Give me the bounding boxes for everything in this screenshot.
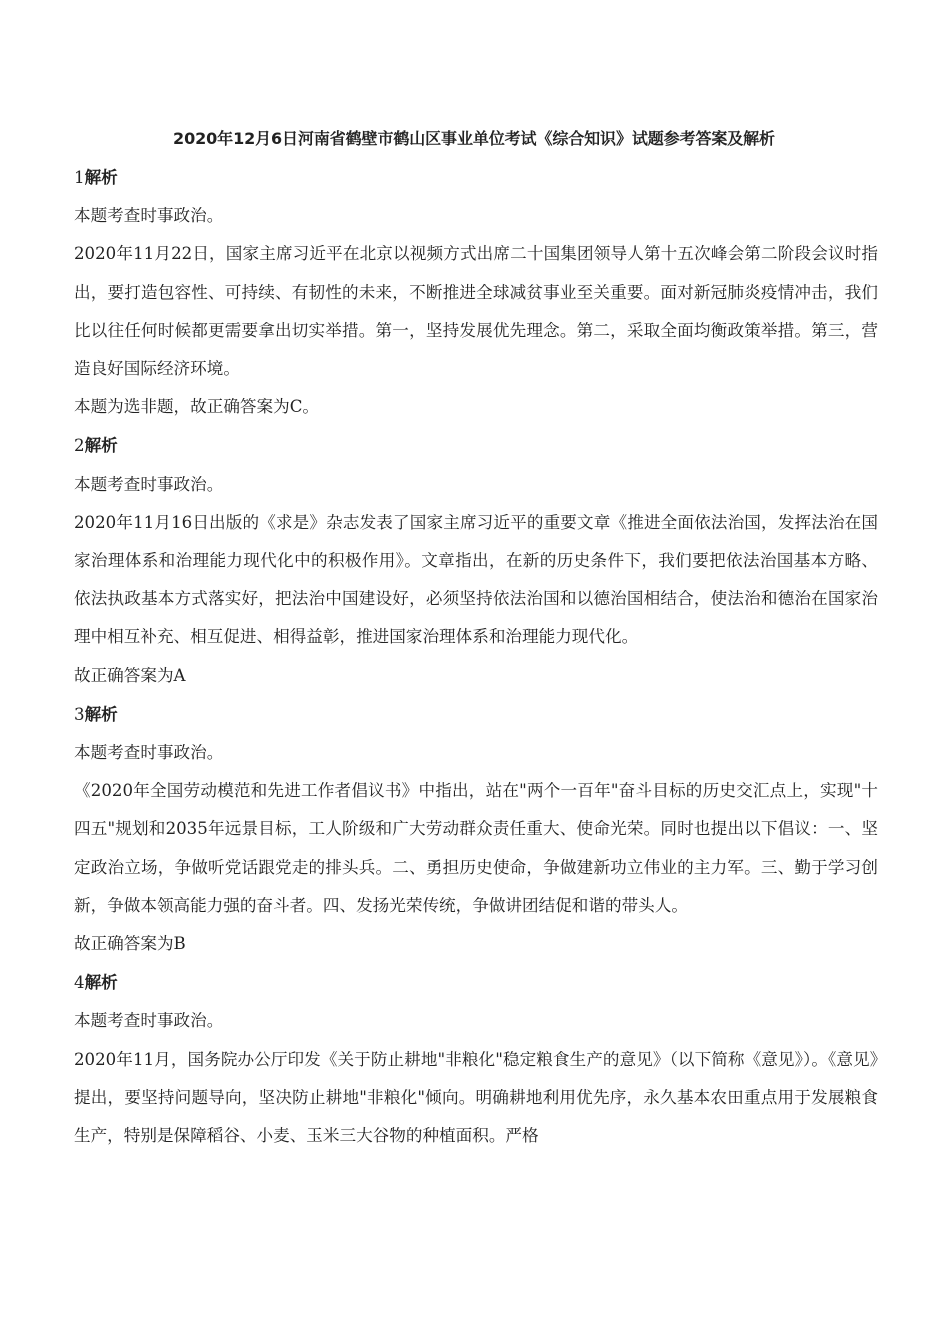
paragraph: 本题考查时事政治。: [74, 1011, 224, 1031]
paragraph: 2020年11月22日，国家主席习近平在北京以视频方式出席二十国集团领导人第十五次峰会第二阶段会议时指出，要打造包容性、可持续、有韧性的未来，不断推进全球减贫事业至关重要。面对新冠肺炎疫情冲击，我们比以往任何时候都更需要拿出切实举措。第一，坚持发展优先理念。第二，采取全面均衡政策举措。第三，营造良好国际经济环境。: [74, 244, 878, 379]
paragraph: 故正确答案为A: [74, 665, 186, 685]
paragraph: 2020年11月，国务院办公厅印发《关于防止耕地"非粮化"稳定粮食生产的意见》（以下简称《意见》）。《意见》提出，要坚持问题导向，坚决防止耕地"非粮化"倾向。明确耕地利用优先序，永久基本农田重点用于发展粮食生产，特别是保障稻谷、小麦、玉米三大谷物的种植面积。严格: [74, 1049, 878, 1146]
section-number: 4: [74, 973, 85, 993]
paragraph: 本题考查时事政治。: [74, 206, 224, 226]
section-heading: [74, 426, 878, 465]
section-number: 2: [74, 436, 85, 456]
section-heading: [74, 963, 878, 1002]
section-number: 1: [74, 168, 85, 187]
section-label: 解析: [84, 435, 118, 456]
document-title: 2020年12月6日河南省鹤壁市鹤山区事业单位考试《综合知识》试题参考答案及解析: [173, 129, 775, 148]
section-label: 解析: [84, 972, 118, 993]
section-heading: [74, 695, 878, 734]
section-heading: [74, 158, 878, 197]
paragraph: 本题考查时事政治。: [74, 743, 224, 763]
answer-section-4: [74, 963, 878, 1155]
paragraph: 本题为选非题，故正确答案为C。: [74, 397, 320, 417]
section-label: 解析: [84, 167, 118, 187]
section-number: 3: [74, 704, 85, 724]
section-label: 解析: [84, 703, 118, 724]
paragraph: 《2020年全国劳动模范和先进工作者倡议书》中指出，站在"两个一百年"奋斗目标的历史交汇点上，实现"十四五"规划和2035年远景目标，工人阶级和广大劳动群众责任重大、使命光荣。同时也提出以下倡议：一、坚定政治立场，争做听党话跟党走的排头兵。二、勇担历史使命，争做建新功立伟业的主力军。三、勤于学习创新，争做本领高能力强的奋斗者。四、发扬光荣传统，争做讲团结促和谐的带头人。: [74, 781, 878, 915]
document-body: [74, 158, 878, 1155]
paragraph: 2020年11月16日出版的《求是》杂志发表了国家主席习近平的重要文章《推进全面依法治国，发挥法治在国家治理体系和治理能力现代化中的积极作用》。文章指出，在新的历史条件下，我们要把依法治国基本方略、依法执政基本方式落实好，把法治中国建设好，必须坚持依法治国和以德治国相结合，使法治和德治在国家治理中相互补充、相互促进、相得益彰，推进国家治理体系和治理能力现代化。: [74, 512, 878, 647]
answer-section-2: [74, 426, 878, 694]
paragraph: 故正确答案为B: [74, 934, 186, 954]
answer-section-1: [74, 158, 878, 426]
paragraph: 本题考查时事政治。: [74, 474, 224, 494]
answer-section-3: [74, 695, 878, 963]
